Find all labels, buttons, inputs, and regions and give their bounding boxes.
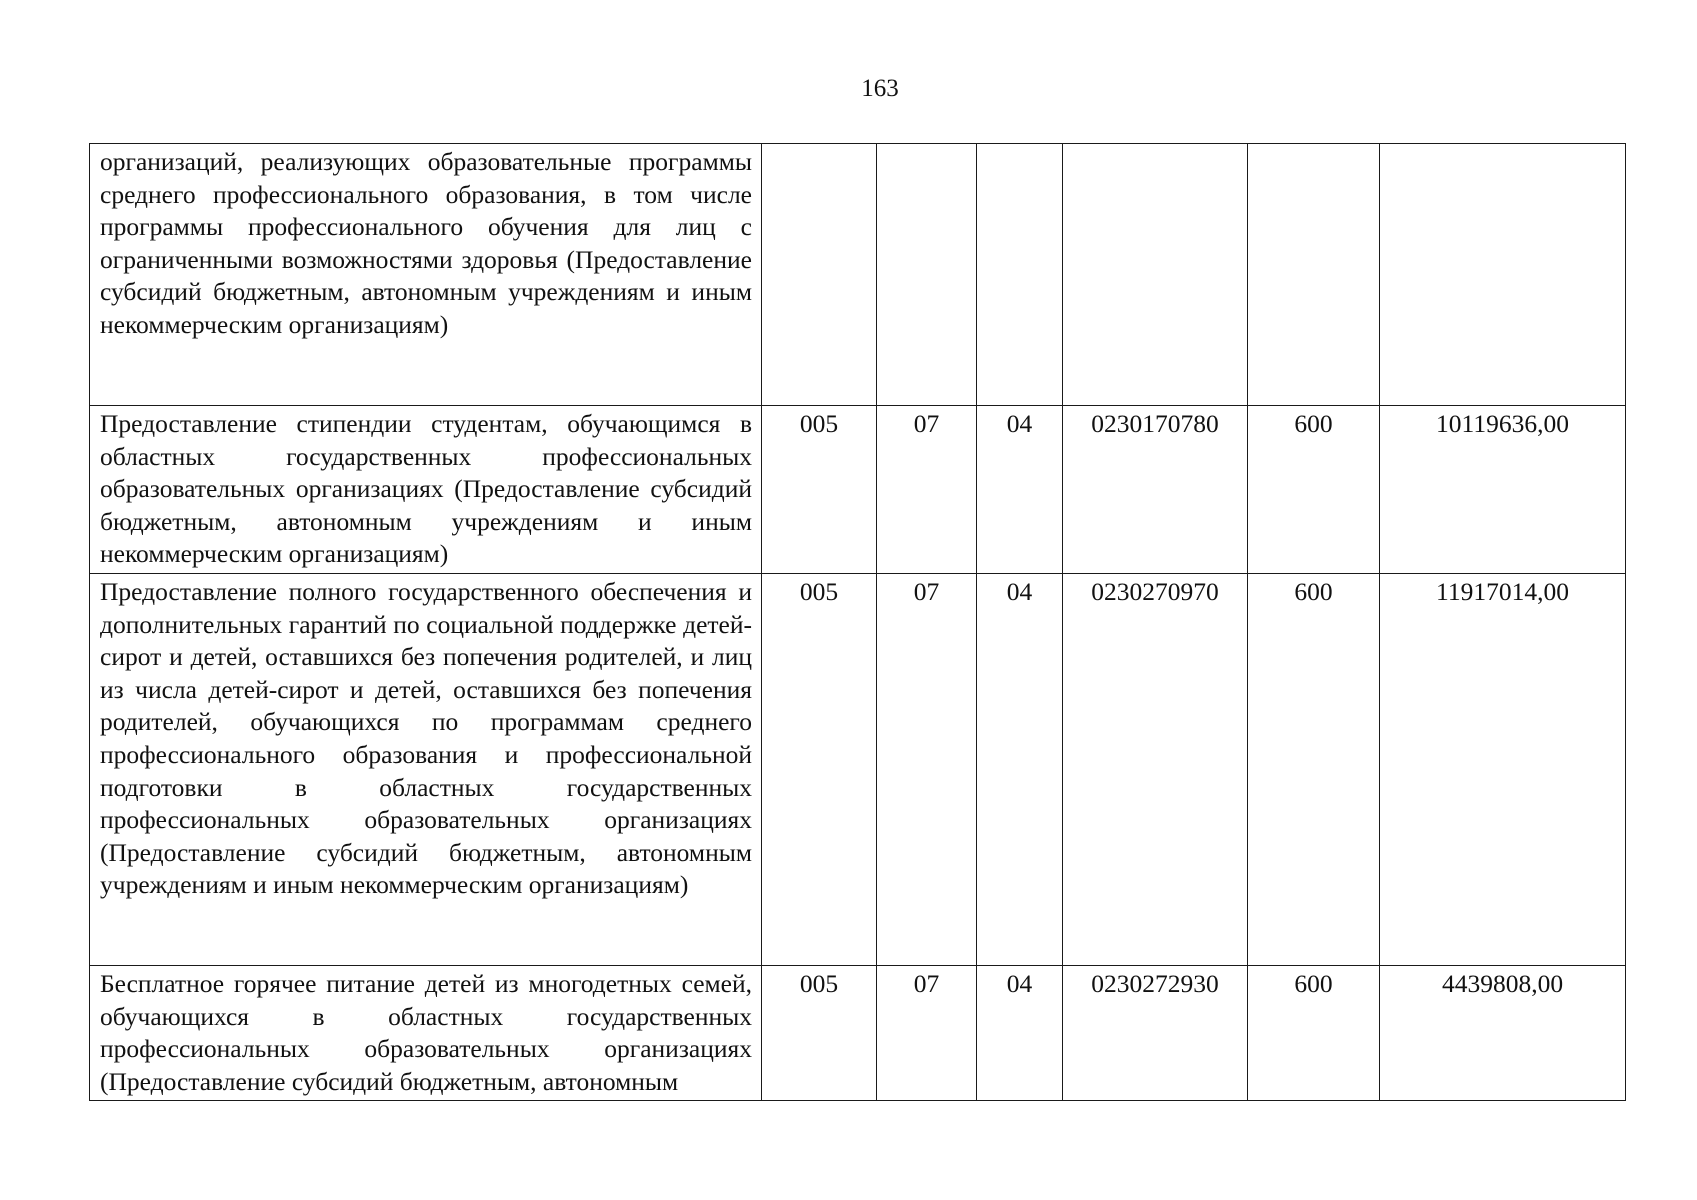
section-code-cell: 07 — [877, 406, 977, 574]
target-article-cell: 0230272930 — [1063, 965, 1248, 1100]
ved-code-cell — [762, 144, 877, 406]
target-article-cell — [1063, 144, 1248, 406]
page-number: 163 — [861, 75, 899, 102]
row-name-cell: Бесплатное горячее питание детей из многодетных семей, обучающихся в областных государственных профессиональных образовательных организациях (Предоставление субсидий бюджетным, автономным — [90, 965, 762, 1100]
row-name-cell: Предоставление стипендии студентам, обучающимся в областных государственных профессиональных образовательных организациях (Предоставление субсидий бюджетным, автономным учреждениям и иным некоммерческим организациям) — [90, 406, 762, 574]
amount-cell — [1380, 144, 1626, 406]
table-row — [90, 965, 1626, 1100]
section-code-cell: 07 — [877, 965, 977, 1100]
amount-cell: 11917014,00 — [1380, 573, 1626, 965]
table-row — [90, 573, 1626, 965]
section-code-cell — [877, 144, 977, 406]
subsection-code-cell: 04 — [977, 573, 1063, 965]
target-article-cell: 0230270970 — [1063, 573, 1248, 965]
table-row — [90, 406, 1626, 574]
subsection-code-cell — [977, 144, 1063, 406]
ved-code-cell: 005 — [762, 406, 877, 574]
budget-table — [89, 143, 1626, 1101]
expense-type-cell: 600 — [1248, 573, 1380, 965]
section-code-cell: 07 — [877, 573, 977, 965]
row-name-cell: организаций, реализующих образовательные программы среднего профессионального образования, в том числе программы профессионального обучения для лиц с ограниченными возможностями здоровья (Предоставление субсидий бюджетным, автономным учреждениям и иным некоммерческим организациям) — [90, 144, 762, 406]
subsection-code-cell: 04 — [977, 406, 1063, 574]
table-row — [90, 144, 1626, 406]
expense-type-cell — [1248, 144, 1380, 406]
expense-type-cell: 600 — [1248, 406, 1380, 574]
target-article-cell: 0230170780 — [1063, 406, 1248, 574]
amount-cell: 10119636,00 — [1380, 406, 1626, 574]
subsection-code-cell: 04 — [977, 965, 1063, 1100]
amount-cell: 4439808,00 — [1380, 965, 1626, 1100]
row-name-cell: Предоставление полного государственного обеспечения и дополнительных гарантий по социальной поддержке детей-сирот и детей, оставшихся без попечения родителей, и лиц из числа детей-сирот и детей, оставшихся без попечения родителей, обучающихся по программам среднего профессионального образования и профессиональной подготовки в областных государственных профессиональных образовательных организациях (Предоставление субсидий бюджетным, автономным учреждениям и иным некоммерческим организациям) — [90, 573, 762, 965]
ved-code-cell: 005 — [762, 965, 877, 1100]
ved-code-cell: 005 — [762, 573, 877, 965]
expense-type-cell: 600 — [1248, 965, 1380, 1100]
